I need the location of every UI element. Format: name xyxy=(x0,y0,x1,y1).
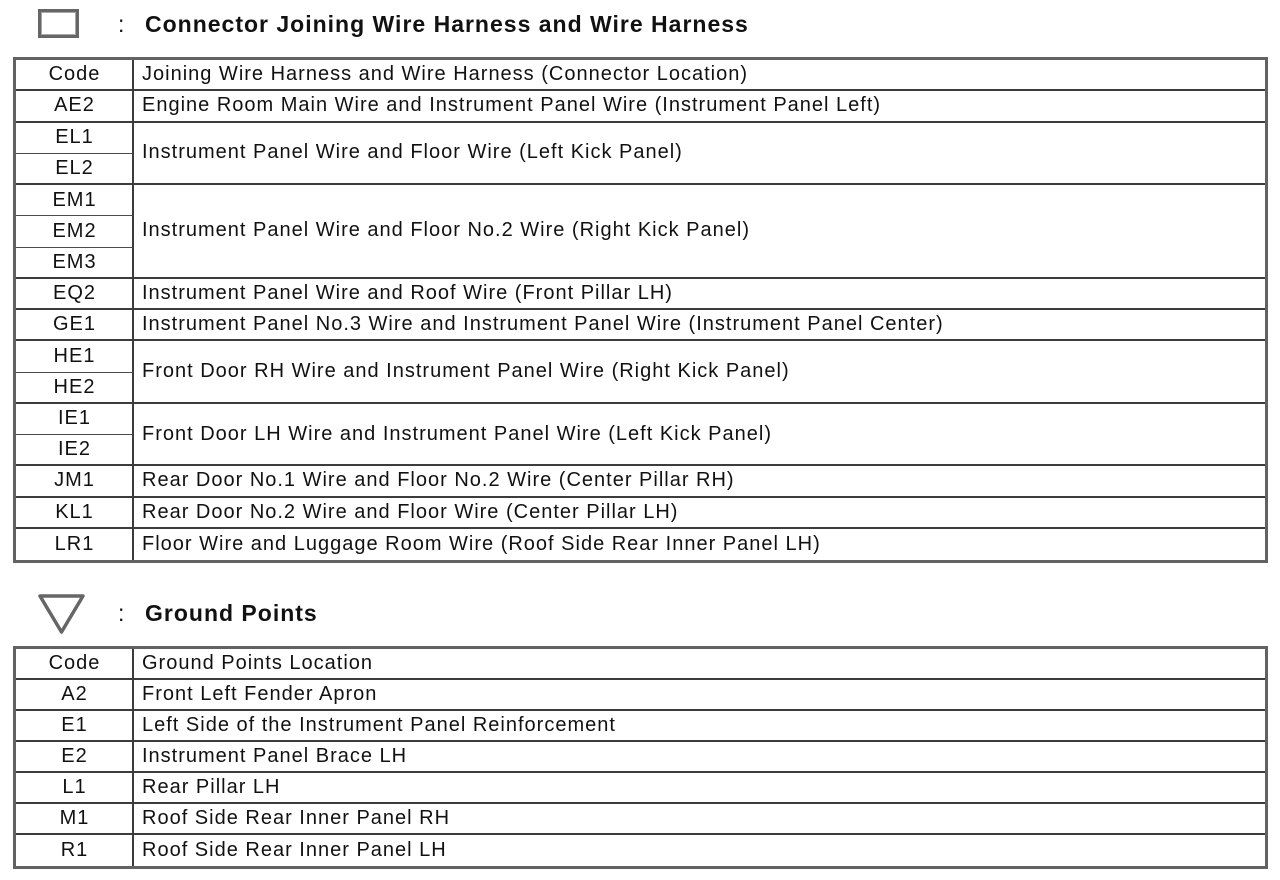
ground-section-title: Ground Points xyxy=(145,600,318,626)
connector-code-cell: EM2 xyxy=(16,216,134,247)
connector-code-cell: IE2 xyxy=(16,435,134,466)
square-outline-icon xyxy=(38,9,79,38)
connector-table xyxy=(13,57,1268,563)
ground-location-cell: Rear Pillar LH xyxy=(134,773,1265,804)
connector-code-cell: LR1 xyxy=(16,529,134,560)
connector-code-cell: EL1 xyxy=(16,123,134,154)
connector-location-cell: Rear Door No.1 Wire and Floor No.2 Wire (Center Pillar RH) xyxy=(134,466,1265,497)
column-header-code: Code xyxy=(16,649,134,680)
ground-code-cell: L1 xyxy=(16,773,134,804)
ground-code-cell: E2 xyxy=(16,742,134,773)
connector-code-cell: EL2 xyxy=(16,154,134,185)
connector-code-cell: AE2 xyxy=(16,91,134,122)
connector-location-cell: Instrument Panel Wire and Floor No.2 Wire (Right Kick Panel) xyxy=(134,185,1265,279)
connector-location-cell: Front Door LH Wire and Instrument Panel Wire (Left Kick Panel) xyxy=(134,404,1265,467)
connector-code-cell: KL1 xyxy=(16,498,134,529)
ground-location-cell: Instrument Panel Brace LH xyxy=(134,742,1265,773)
ground-code-cell: R1 xyxy=(16,835,134,866)
ground-points-table xyxy=(13,646,1268,869)
downward-triangle-outline-icon xyxy=(36,592,86,636)
connector-code-cell: JM1 xyxy=(16,466,134,497)
connector-code-cell: IE1 xyxy=(16,404,134,435)
connector-location-cell: Instrument Panel No.3 Wire and Instrument Panel Wire (Instrument Panel Center) xyxy=(134,310,1265,341)
connector-code-cell: HE2 xyxy=(16,373,134,404)
connector-location-cell: Front Door RH Wire and Instrument Panel Wire (Right Kick Panel) xyxy=(134,341,1265,404)
column-header-location: Joining Wire Harness and Wire Harness (Connector Location) xyxy=(134,60,1265,91)
connector-location-cell: Rear Door No.2 Wire and Floor Wire (Center Pillar LH) xyxy=(134,498,1265,529)
ground-code-cell: M1 xyxy=(16,804,134,835)
column-header-code: Code xyxy=(16,60,134,91)
legend-colon: : xyxy=(118,600,126,626)
ground-code-cell: A2 xyxy=(16,680,134,711)
connector-location-cell: Floor Wire and Luggage Room Wire (Roof Side Rear Inner Panel LH) xyxy=(142,532,821,555)
ground-code-cell: E1 xyxy=(16,711,134,742)
ground-location-cell: Front Left Fender Apron xyxy=(134,680,1265,711)
connector-code-cell: EQ2 xyxy=(16,279,134,310)
connector-location-cell: Instrument Panel Wire and Roof Wire (Front Pillar LH) xyxy=(134,279,1265,310)
ground-location-cell: Roof Side Rear Inner Panel LH xyxy=(142,839,447,861)
connector-code-cell: EM3 xyxy=(16,248,134,279)
ground-location-cell: Roof Side Rear Inner Panel RH xyxy=(134,804,1265,835)
connector-code-cell: HE1 xyxy=(16,341,134,372)
connector-code-cell: EM1 xyxy=(16,185,134,216)
column-header-location: Ground Points Location xyxy=(134,649,1265,680)
connector-section-title: Connector Joining Wire Harness and Wire Harness xyxy=(145,11,749,37)
connector-location-cell: Engine Room Main Wire and Instrument Panel Wire (Instrument Panel Left) xyxy=(134,91,1265,122)
connector-code-cell: GE1 xyxy=(16,310,134,341)
connector-location-cell: Instrument Panel Wire and Floor Wire (Left Kick Panel) xyxy=(134,123,1265,186)
ground-location-cell: Left Side of the Instrument Panel Reinforcement xyxy=(134,711,1265,742)
legend-colon: : xyxy=(118,11,126,37)
